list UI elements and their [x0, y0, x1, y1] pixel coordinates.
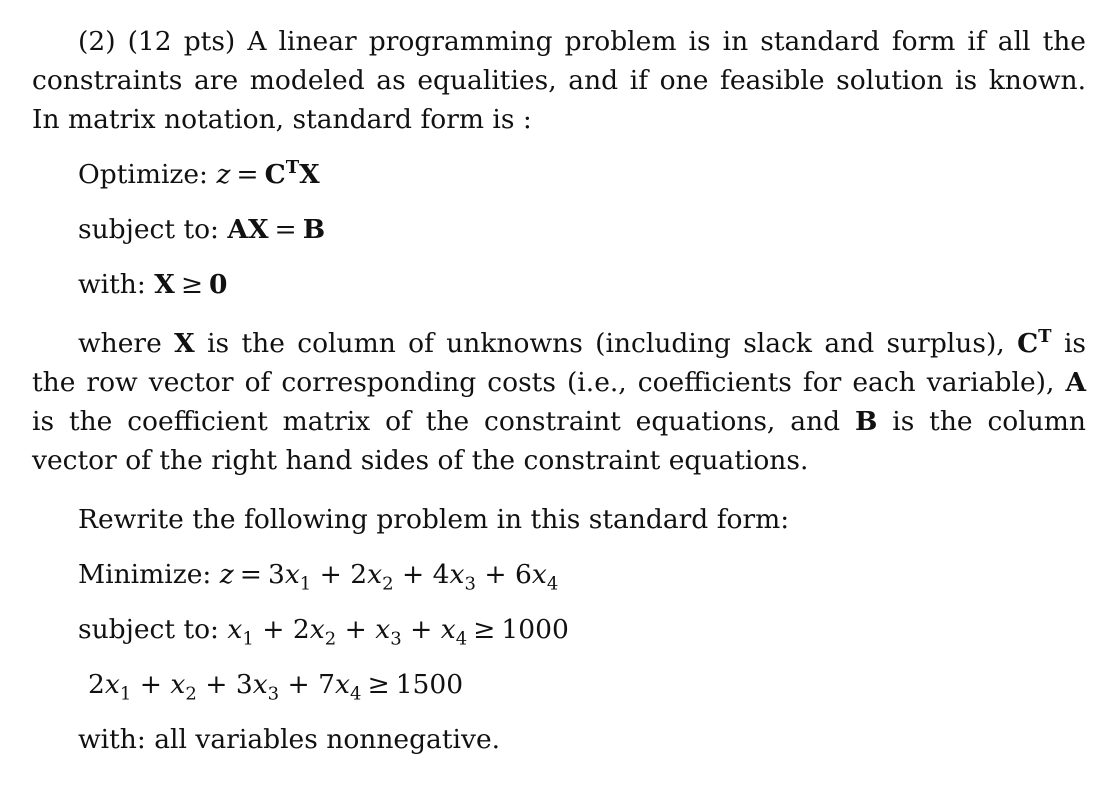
rewrite-instruction: Rewrite the following problem in this standard form:	[78, 504, 790, 535]
std-constraint: subject to: AX = B	[78, 214, 326, 245]
problem-label: (2) (12 pts)	[78, 26, 236, 57]
std-nonnegativity: with: X ≥ 0	[78, 269, 228, 300]
given-constraint-1: subject to: $x_1 + 2x_2 + x_3 + x_4 \ge 1000$	[78, 614, 569, 650]
std-objective: Optimize: $z = C^TX$	[78, 157, 320, 190]
given-nonnegativity: with: all variables nonnegative.	[78, 724, 501, 755]
given-objective: Minimize: $z = 3x_1 + 2x_2 + 4x_3 + 6x_4$	[78, 559, 559, 595]
problem-intro	[32, 22, 1086, 139]
intro-text: A linear programming problem is in standard form if all the constraints are modeled as equalities, and if one feasible solution is known. In matrix notation, standard form is :	[32, 26, 1086, 135]
given-constraint-2: $2x_1 + x_2 + 3x_3 + 7x_4 \ge 1500$	[88, 669, 464, 705]
where-paragraph: where X is the column of unknowns (including slack and surplus), $C^T$ is the row vector of corresponding costs (i.e., coefficients for each variable), A is the coefficient matrix of the constraint equations, and B is the column vector of the right hand sides of the constraint equations.	[32, 326, 1087, 476]
